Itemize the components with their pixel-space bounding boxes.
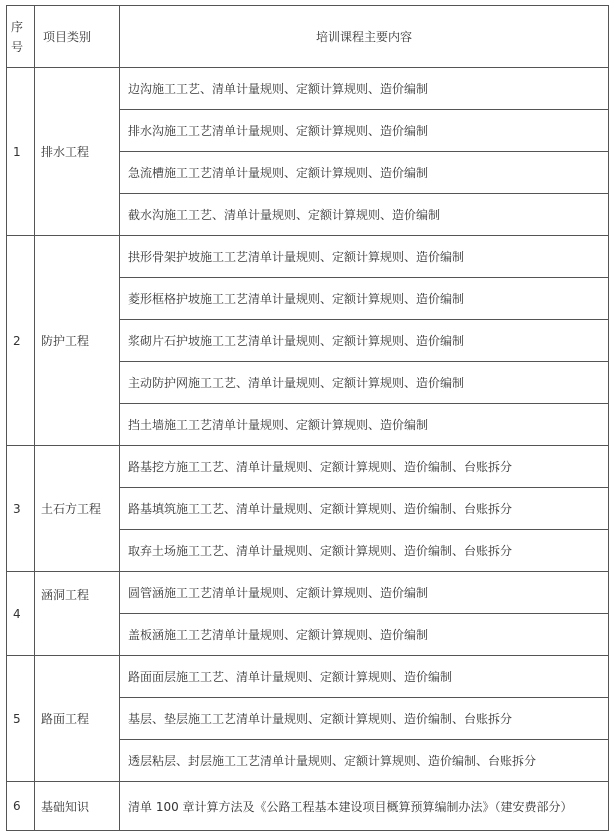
row-seq: 2 [7,236,35,446]
header-category: 项目类别 [35,6,120,68]
course-content: 圆管涵施工工艺清单计量规则、定额计算规则、造价编制 [120,572,609,614]
header-seq: 序号 [7,6,35,68]
course-content: 排水沟施工工艺清单计量规则、定额计算规则、造价编制 [120,110,609,152]
row-category: 基础知识 [35,782,120,831]
row-seq: 6 [7,782,35,831]
row-seq: 1 [7,68,35,236]
row-seq: 4 [7,572,35,656]
header-content: 培训课程主要内容 [120,6,609,68]
header-row [7,6,609,68]
course-content: 主动防护网施工工艺、清单计量规则、定额计算规则、造价编制 [120,362,609,404]
course-content: 路基挖方施工工艺、清单计量规则、定额计算规则、造价编制、台账拆分 [120,446,609,488]
course-content: 路面面层施工工艺、清单计量规则、定额计算规则、造价编制 [120,656,609,698]
table-row [7,572,609,614]
course-content: 盖板涵施工工艺清单计量规则、定额计算规则、造价编制 [120,614,609,656]
row-category: 排水工程 [35,68,120,236]
training-course-table [6,5,609,831]
row-category: 涵洞工程 [35,572,120,656]
course-content: 菱形框格护坡施工工艺清单计量规则、定额计算规则、造价编制 [120,278,609,320]
course-content: 浆砌片石护坡施工工艺清单计量规则、定额计算规则、造价编制 [120,320,609,362]
course-content: 挡土墙施工工艺清单计量规则、定额计算规则、造价编制 [120,404,609,446]
course-content: 基层、垫层施工工艺清单计量规则、定额计算规则、造价编制、台账拆分 [120,698,609,740]
course-content: 截水沟施工工艺、清单计量规则、定额计算规则、造价编制 [120,194,609,236]
course-content: 边沟施工工艺、清单计量规则、定额计算规则、造价编制 [120,68,609,110]
table-row [7,236,609,278]
row-seq: 5 [7,656,35,782]
course-content: 清单 100 章计算方法及《公路工程基本建设项目概算预算编制办法》（建安费部分） [120,782,609,831]
course-content: 透层粘层、封层施工工艺清单计量规则、定额计算规则、造价编制、台账拆分 [120,740,609,782]
table-row [7,446,609,488]
row-seq: 3 [7,446,35,572]
table-row [7,782,609,831]
course-content: 路基填筑施工工艺、清单计量规则、定额计算规则、造价编制、台账拆分 [120,488,609,530]
row-category: 防护工程 [35,236,120,446]
table-row [7,656,609,698]
row-category: 路面工程 [35,656,120,782]
row-category: 土石方工程 [35,446,120,572]
course-content: 取弃土场施工工艺、清单计量规则、定额计算规则、造价编制、台账拆分 [120,530,609,572]
course-content: 急流槽施工工艺清单计量规则、定额计算规则、造价编制 [120,152,609,194]
course-content: 拱形骨架护坡施工工艺清单计量规则、定额计算规则、造价编制 [120,236,609,278]
table-row [7,68,609,110]
